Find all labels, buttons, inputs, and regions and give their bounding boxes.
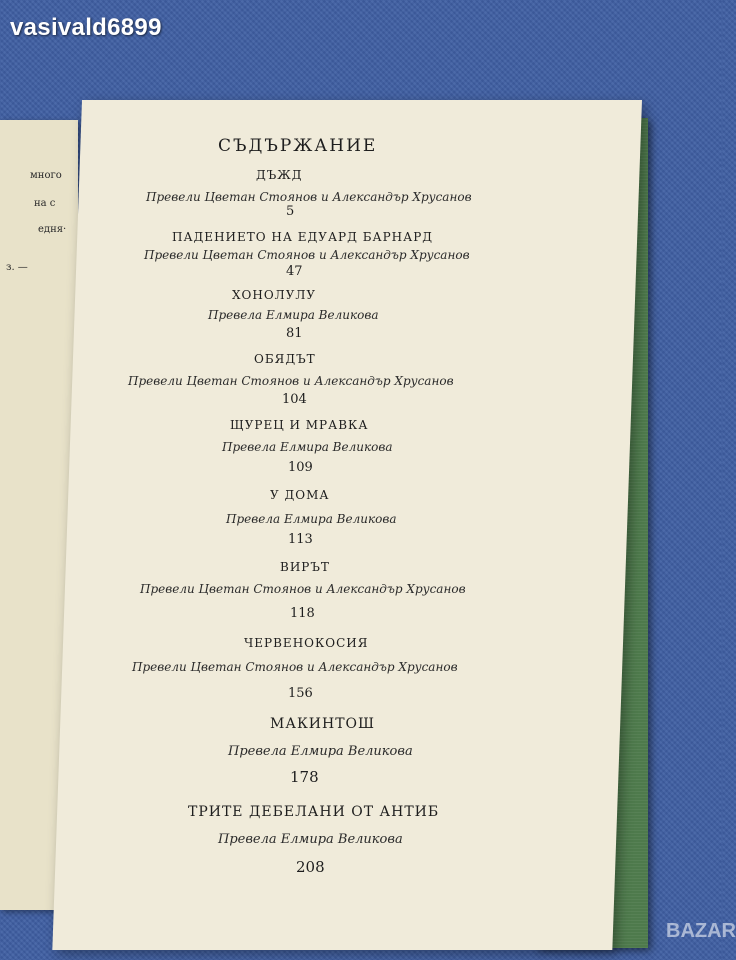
entry-page-number: 5 [286, 204, 295, 219]
left-page-fragment: на с [34, 198, 56, 209]
entry-title: ЧЕРВЕНОКОСИЯ [244, 636, 369, 650]
watermark-username: vasivald6899 [10, 14, 162, 41]
entry-page-number: 104 [282, 392, 307, 407]
left-page-fragment: з. — [6, 262, 28, 273]
entry-title: ЩУРЕЦ И МРАВКА [230, 418, 369, 432]
entry-page-number: 113 [288, 532, 313, 547]
entry-translator: Превели Цветан Стоянов и Александър Хрусанов [146, 190, 472, 204]
entry-translator: Превели Цветан Стоянов и Александър Хрусанов [140, 582, 466, 596]
entry-translator: Превела Елмира Великова [208, 308, 379, 322]
entry-translator: Превела Елмира Великова [228, 744, 413, 759]
entry-translator: Превела Елмира Великова [222, 440, 393, 454]
entry-title: У ДОМА [270, 488, 330, 502]
entry-page-number: 81 [286, 326, 303, 341]
entry-translator: Превели Цветан Стоянов и Александър Хрусанов [144, 248, 470, 262]
entry-translator: Превели Цветан Стоянов и Александър Хрусанов [128, 374, 454, 388]
entry-translator: Превела Елмира Великова [226, 512, 397, 526]
left-page-fragment: много [30, 170, 62, 181]
entry-title: МАКИНТОШ [270, 716, 375, 732]
entry-title: ХОНОЛУЛУ [232, 288, 317, 302]
entry-title: ОБЯДЪТ [254, 352, 316, 366]
entry-page-number: 178 [290, 768, 319, 786]
left-page-fragment: едня· [38, 224, 67, 235]
entry-page-number: 47 [286, 264, 303, 279]
entry-title: ПАДЕНИЕТО НА ЕДУАРД БАРНАРД [172, 230, 434, 244]
entry-title: ВИРЪТ [280, 560, 330, 574]
entry-title: ДЪЖД [256, 168, 303, 182]
bazar-logo: BAZAR [666, 920, 736, 942]
entry-page-number: 156 [288, 686, 313, 701]
entry-page-number: 118 [290, 606, 315, 621]
entry-title: ТРИТЕ ДЕБЕЛАНИ ОТ АНТИБ [188, 804, 440, 820]
entry-translator: Превела Елмира Великова [218, 832, 403, 847]
entry-translator: Превели Цветан Стоянов и Александър Хрусанов [132, 660, 458, 674]
entry-page-number: 109 [288, 460, 313, 475]
contents-heading: СЪДЪРЖАНИЕ [218, 136, 378, 156]
entry-page-number: 208 [296, 858, 325, 876]
